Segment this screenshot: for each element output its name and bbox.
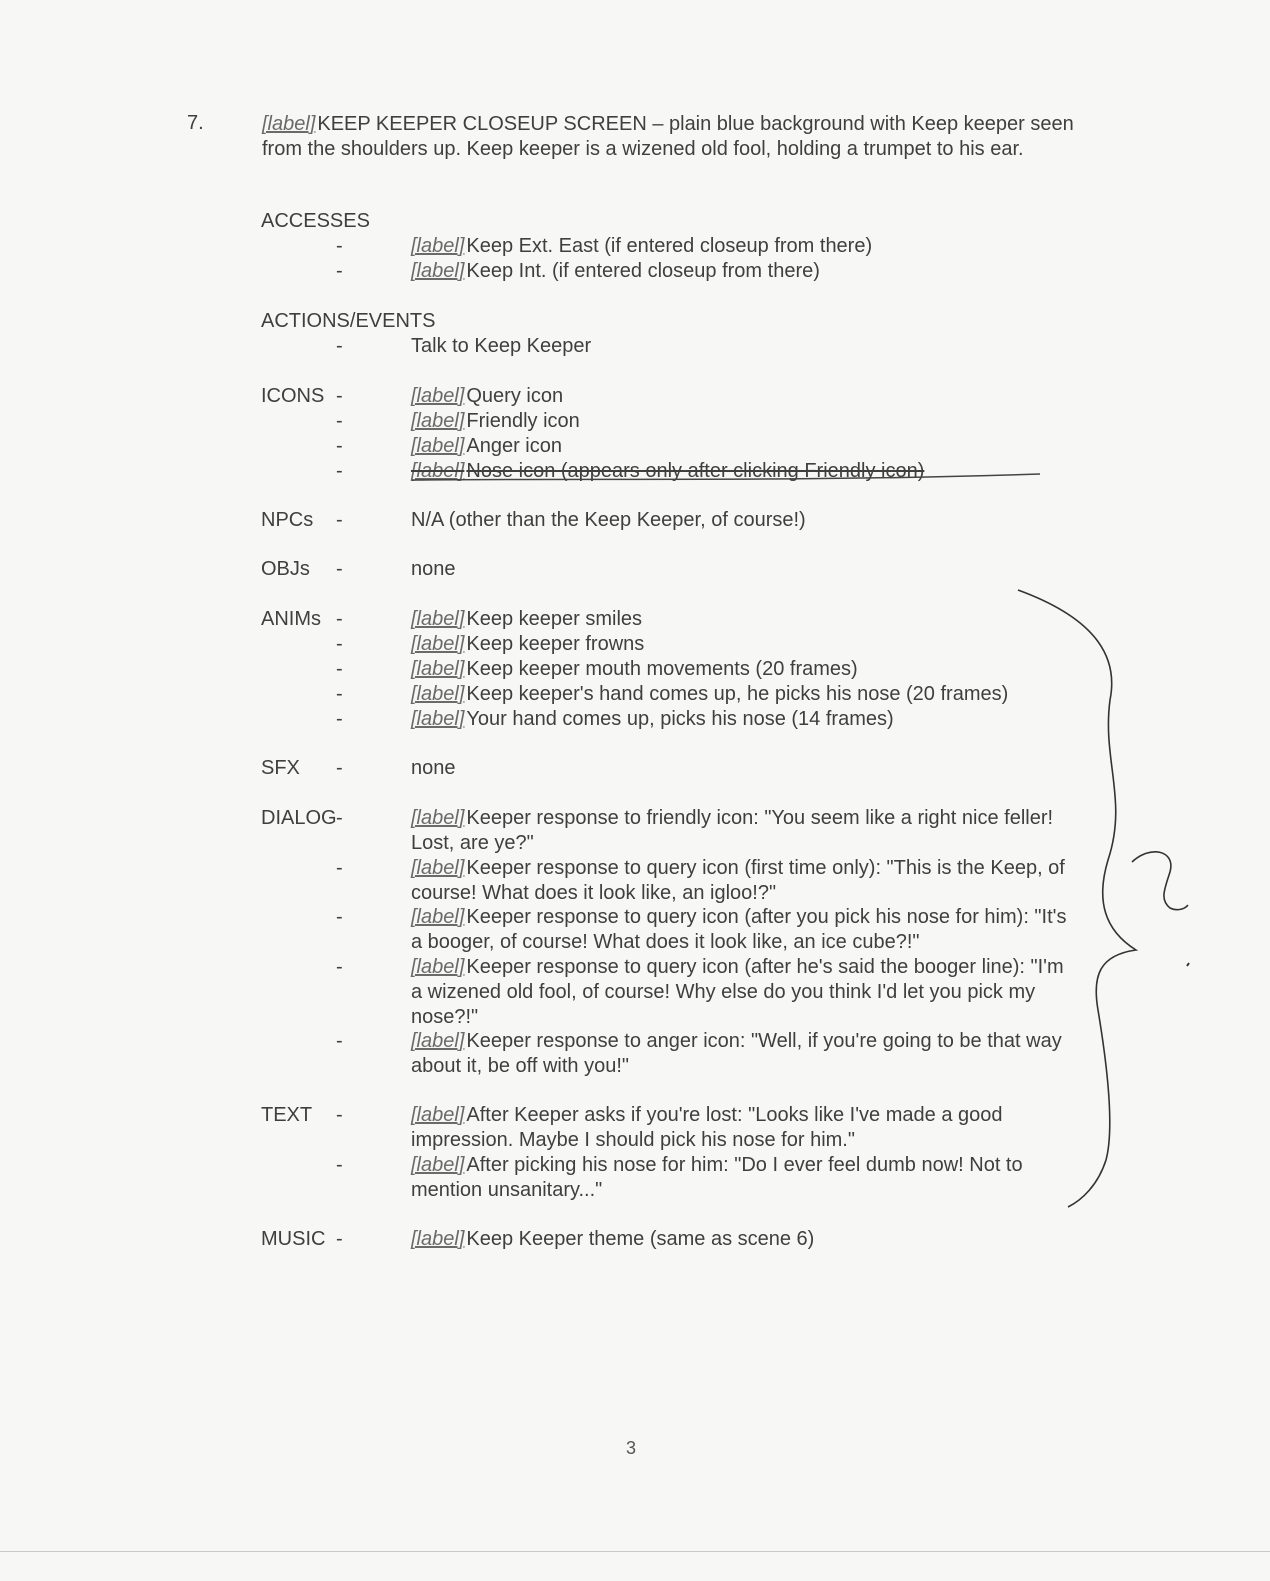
label-tag: [label] bbox=[411, 460, 465, 482]
dash: - bbox=[336, 956, 343, 978]
dash: - bbox=[336, 757, 343, 779]
item-number: 7. bbox=[187, 112, 204, 134]
intro-text: KEEP KEEPER CLOSEUP SCREEN – plain blue background with Keep keeper seen from the shoulders up. Keep keeper is a wizened old fool, holding a trumpet to his ear. bbox=[262, 113, 1074, 160]
label-tag: [label] bbox=[411, 1154, 465, 1176]
music-heading: MUSIC bbox=[261, 1228, 326, 1250]
dash: - bbox=[336, 435, 343, 457]
item-text: Keeper response to friendly icon: "You seem like a right nice feller! Lost, are ye?" bbox=[411, 807, 1054, 854]
item-text: Anger icon bbox=[466, 435, 562, 457]
label-tag: [label] bbox=[411, 658, 465, 680]
item-text: Keeper response to query icon (first time only): "This is the Keep, of course! What does it look like, an igloo!?" bbox=[411, 857, 1065, 904]
anims-heading: ANIMs bbox=[261, 608, 321, 630]
label-tag: [label] bbox=[411, 608, 465, 630]
label-tag: [label] bbox=[411, 906, 465, 928]
item-text: After picking his nose for him: "Do I ever feel dumb now! Not to mention unsanitary..." bbox=[411, 1154, 1023, 1201]
dash: - bbox=[336, 857, 343, 879]
dash: - bbox=[336, 260, 343, 282]
dash: - bbox=[336, 906, 343, 928]
dash: - bbox=[336, 460, 343, 482]
dash: - bbox=[336, 608, 343, 630]
item-text: After Keeper asks if you're lost: "Looks like I've made a good impression. Maybe I should pick his nose for him." bbox=[411, 1104, 1003, 1151]
dash: - bbox=[336, 807, 343, 829]
dialog-heading: DIALOG bbox=[261, 807, 337, 829]
item-text: Your hand comes up, picks his nose (14 frames) bbox=[466, 708, 894, 730]
question-squiggle-mark bbox=[1132, 852, 1188, 910]
label-tag: [label] bbox=[411, 435, 465, 457]
dot-mark bbox=[1187, 963, 1189, 966]
item-text: Query icon bbox=[466, 385, 564, 407]
label-tag: [label] bbox=[411, 633, 465, 655]
dash: - bbox=[336, 1228, 343, 1250]
dash: - bbox=[336, 683, 343, 705]
brace-mark bbox=[1018, 590, 1136, 1207]
dash: - bbox=[336, 235, 343, 257]
label-tag: [label] bbox=[411, 683, 465, 705]
dash: - bbox=[336, 708, 343, 730]
dash: - bbox=[336, 335, 343, 357]
item-text: Keeper response to query icon (after he's said the booger line): "I'm a wizened old fool, of course! Why else do you think I'd let you pick my nose?!" bbox=[411, 956, 1064, 1028]
item-text: Keep keeper smiles bbox=[466, 608, 643, 630]
label-tag: [label] bbox=[411, 1104, 465, 1126]
dash: - bbox=[336, 385, 343, 407]
dash: - bbox=[336, 509, 343, 531]
list-item: Talk to Keep Keeper bbox=[411, 335, 592, 357]
item-text: Keep Int. (if entered closeup from there) bbox=[466, 260, 820, 282]
npcs-value: N/A (other than the Keep Keeper, of course!) bbox=[411, 509, 806, 531]
label-tag: [label] bbox=[411, 235, 465, 257]
label-tag: [label] bbox=[411, 956, 465, 978]
label-tag: [label] bbox=[411, 410, 465, 432]
npcs-heading: NPCs bbox=[261, 509, 314, 531]
dash: - bbox=[336, 658, 343, 680]
item-text: Nose icon (appears only after clicking Friendly icon) bbox=[466, 460, 925, 482]
item-text: Keep keeper's hand comes up, he picks his nose (20 frames) bbox=[466, 683, 1009, 705]
dash: - bbox=[336, 633, 343, 655]
item-text: Keep keeper mouth movements (20 frames) bbox=[466, 658, 858, 680]
accesses-heading: ACCESSES bbox=[261, 210, 370, 232]
label-tag: [label] bbox=[411, 260, 465, 282]
scan-edge-line bbox=[0, 1551, 1270, 1552]
label-tag: [label] bbox=[411, 708, 465, 730]
dash: - bbox=[336, 1154, 343, 1176]
icons-heading: ICONS bbox=[261, 385, 325, 407]
actions-heading: ACTIONS/EVENTS bbox=[261, 310, 436, 332]
page-number: 3 bbox=[626, 1438, 637, 1458]
dash: - bbox=[336, 410, 343, 432]
dash: - bbox=[336, 558, 343, 580]
item-text: Keeper response to query icon (after you pick his nose for him): "It's a booger, of course! What does it look like, an ice cube?!" bbox=[411, 906, 1067, 953]
item-text: Keeper response to anger icon: "Well, if you're going to be that way about it, be off with you!" bbox=[411, 1030, 1062, 1077]
label-tag: [label] bbox=[411, 385, 465, 407]
dash: - bbox=[336, 1104, 343, 1126]
dash: - bbox=[336, 1030, 343, 1052]
sfx-heading: SFX bbox=[261, 757, 300, 779]
objs-heading: OBJs bbox=[261, 558, 310, 580]
strike-through-line bbox=[412, 474, 1040, 480]
item-text: Keep Keeper theme (same as scene 6) bbox=[466, 1228, 815, 1250]
label-tag: [label] bbox=[411, 857, 465, 879]
item-text: Friendly icon bbox=[466, 410, 580, 432]
label-tag: [label] bbox=[262, 113, 316, 135]
item-text: Keep keeper frowns bbox=[466, 633, 645, 655]
objs-value: none bbox=[411, 558, 456, 580]
text-heading: TEXT bbox=[261, 1104, 313, 1126]
label-tag: [label] bbox=[411, 1030, 465, 1052]
item-text: Keep Ext. East (if entered closeup from there) bbox=[466, 235, 873, 257]
sfx-value: none bbox=[411, 757, 456, 779]
label-tag: [label] bbox=[411, 1228, 465, 1250]
label-tag: [label] bbox=[411, 807, 465, 829]
